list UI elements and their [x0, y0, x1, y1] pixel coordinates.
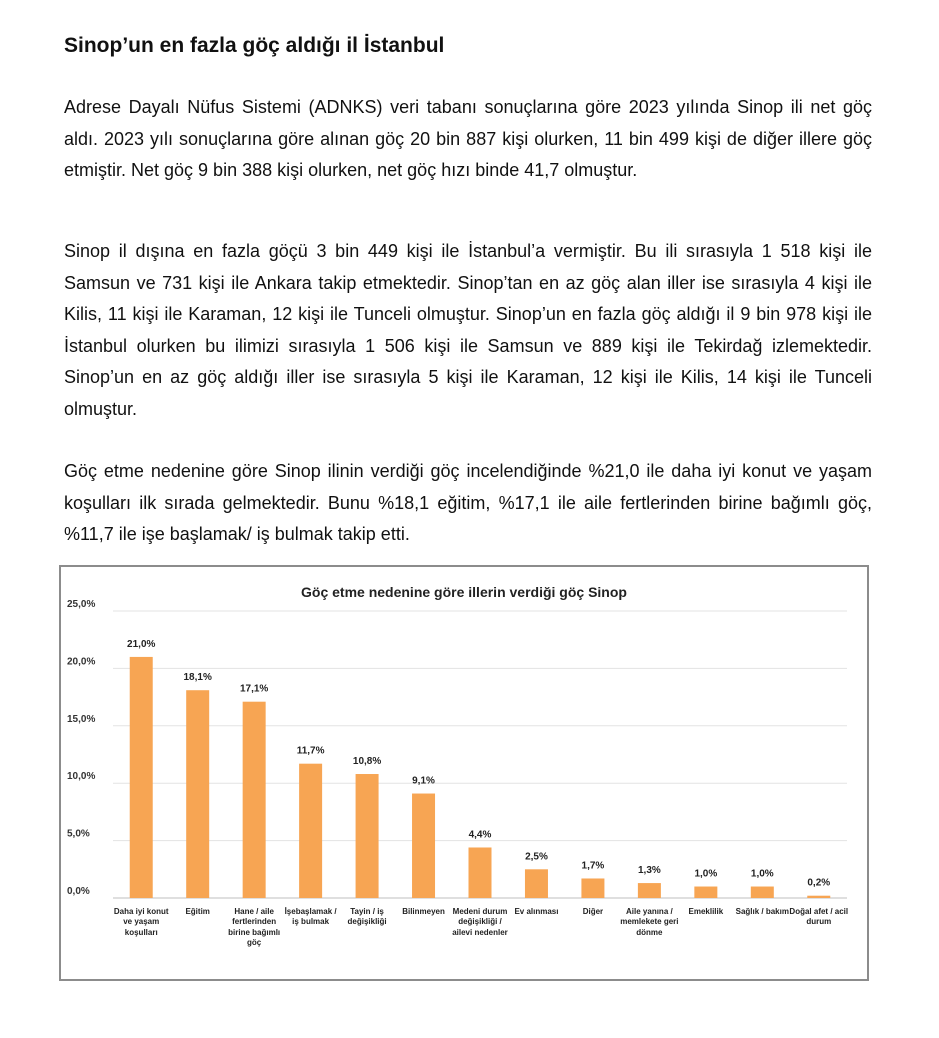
bar	[638, 883, 661, 898]
bar-value-label: 1,7%	[581, 860, 605, 872]
y-tick-label: 25,0%	[67, 599, 96, 610]
x-category-label: Aile yanına / memlekete geri dönme	[620, 907, 679, 937]
y-tick-label: 10,0%	[67, 771, 96, 783]
x-category-label: Sağlık / bakım	[735, 907, 789, 916]
bar-value-label: 1,0%	[750, 868, 774, 880]
y-tick-label: 15,0%	[67, 713, 96, 725]
page-heading: Sinop’un en fazla göç aldığı il İstanbul	[64, 34, 445, 57]
bar-value-label: 2,5%	[525, 851, 548, 863]
x-category-label: Hane / aile fertlerinden birine bağımlı göç	[228, 907, 281, 948]
x-category-label: Tayin / iş değişikliği	[347, 907, 387, 927]
bar-value-label: 4,4%	[468, 829, 492, 841]
migration-reason-chart	[59, 565, 869, 981]
x-category-label: Bilinmeyen	[402, 907, 445, 916]
bar-value-label: 18,1%	[183, 672, 212, 684]
paragraph-province-flows: Sinop il dışına en fazla göçü 3 bin 449 kişi ile İstanbul’a vermiştir. Bu ili sırasıyla 1 518 kişi ile Samsun ve 731 kişi ile Ankara takip etmektedir. Sinop’tan en az göç alan iller ise sırasıyla 4 kişi ile Kilis, 11 kişi ile Karaman, 12 kişi ile Tunceli olmuştur. Sinop’un en fazla göç aldığı il 9 bin 978 kişi ile İstanbul olurken bu ilimizi sırasıyla 1 506 kişi ile Samsun ve 889 kişi ile Tekirdağ izlemektedir. Sinop’un en az göç aldığı iller ise sırasıyla 5 kişi ile Karaman, 12 kişi ile Kilis, 14 kişi ile Tunceli olmuştur.	[64, 241, 872, 419]
bar-value-label: 0,2%	[807, 877, 831, 889]
bar-value-label: 1,0%	[694, 868, 718, 880]
bar	[807, 896, 830, 898]
x-category-label: Emeklilik	[688, 907, 724, 916]
bar-value-label: 9,1%	[412, 775, 435, 787]
bar	[356, 774, 379, 898]
bar-value-label: 17,1%	[239, 683, 269, 695]
chart-title: Göç etme nedenine göre illerin verdiği göç Sinop	[301, 584, 627, 600]
bar	[694, 887, 717, 898]
y-tick-label: 20,0%	[67, 656, 96, 668]
bar	[751, 887, 774, 898]
x-category-label: Daha iyi konut ve yaşam koşulları	[113, 907, 169, 937]
x-category-label: Ev alınması	[514, 907, 559, 916]
bar-value-label: 11,7%	[296, 745, 325, 757]
y-tick-label: 0,0%	[67, 886, 90, 897]
bar-value-label: 21,0%	[127, 638, 156, 650]
bar	[130, 657, 153, 898]
bar	[299, 764, 322, 898]
paragraph-net-migration: Adrese Dayalı Nüfus Sistemi (ADNKS) veri tabanı sonuçlarına göre 2023 yılında Sinop ili net göç aldı. 2023 yılı sonuçlarına göre alınan göç 20 bin 887 kişi olurken, 11 bin 499 kişi de diğer illere göç etmiştir. Net göç 9 bin 388 kişi olurken, net göç hızı binde 41,7 olmuştur.	[64, 97, 872, 181]
x-category-label: Doğal afet / acil durum	[789, 907, 849, 927]
x-category-label: Diğer	[582, 907, 604, 916]
x-category-label: İşebaşlamak / iş bulmak	[284, 907, 337, 927]
x-category-label: Eğitim	[185, 907, 210, 916]
x-category-label: Medeni durum değişikliği / ailevi nedenler	[452, 907, 508, 937]
paragraph-migration-reasons: Göç etme nedenine göre Sinop ilinin verdiği göç incelendiğinde %21,0 ile daha iyi konut ve yaşam koşulları ilk sırada gelmektedir. Bunu %18,1 eğitim, %17,1 ile aile fertlerinden birine bağımlı göç, %11,7 ile işe başlamak/ iş bulmak takip etti.	[64, 461, 872, 545]
bar	[525, 869, 548, 898]
bar	[581, 878, 604, 898]
bar-value-label: 1,3%	[637, 865, 661, 877]
bar	[469, 847, 492, 898]
y-tick-label: 5,0%	[67, 828, 90, 840]
bar	[186, 690, 209, 898]
bar-value-label: 10,8%	[352, 756, 382, 768]
bar	[412, 794, 435, 898]
bar	[243, 702, 266, 898]
